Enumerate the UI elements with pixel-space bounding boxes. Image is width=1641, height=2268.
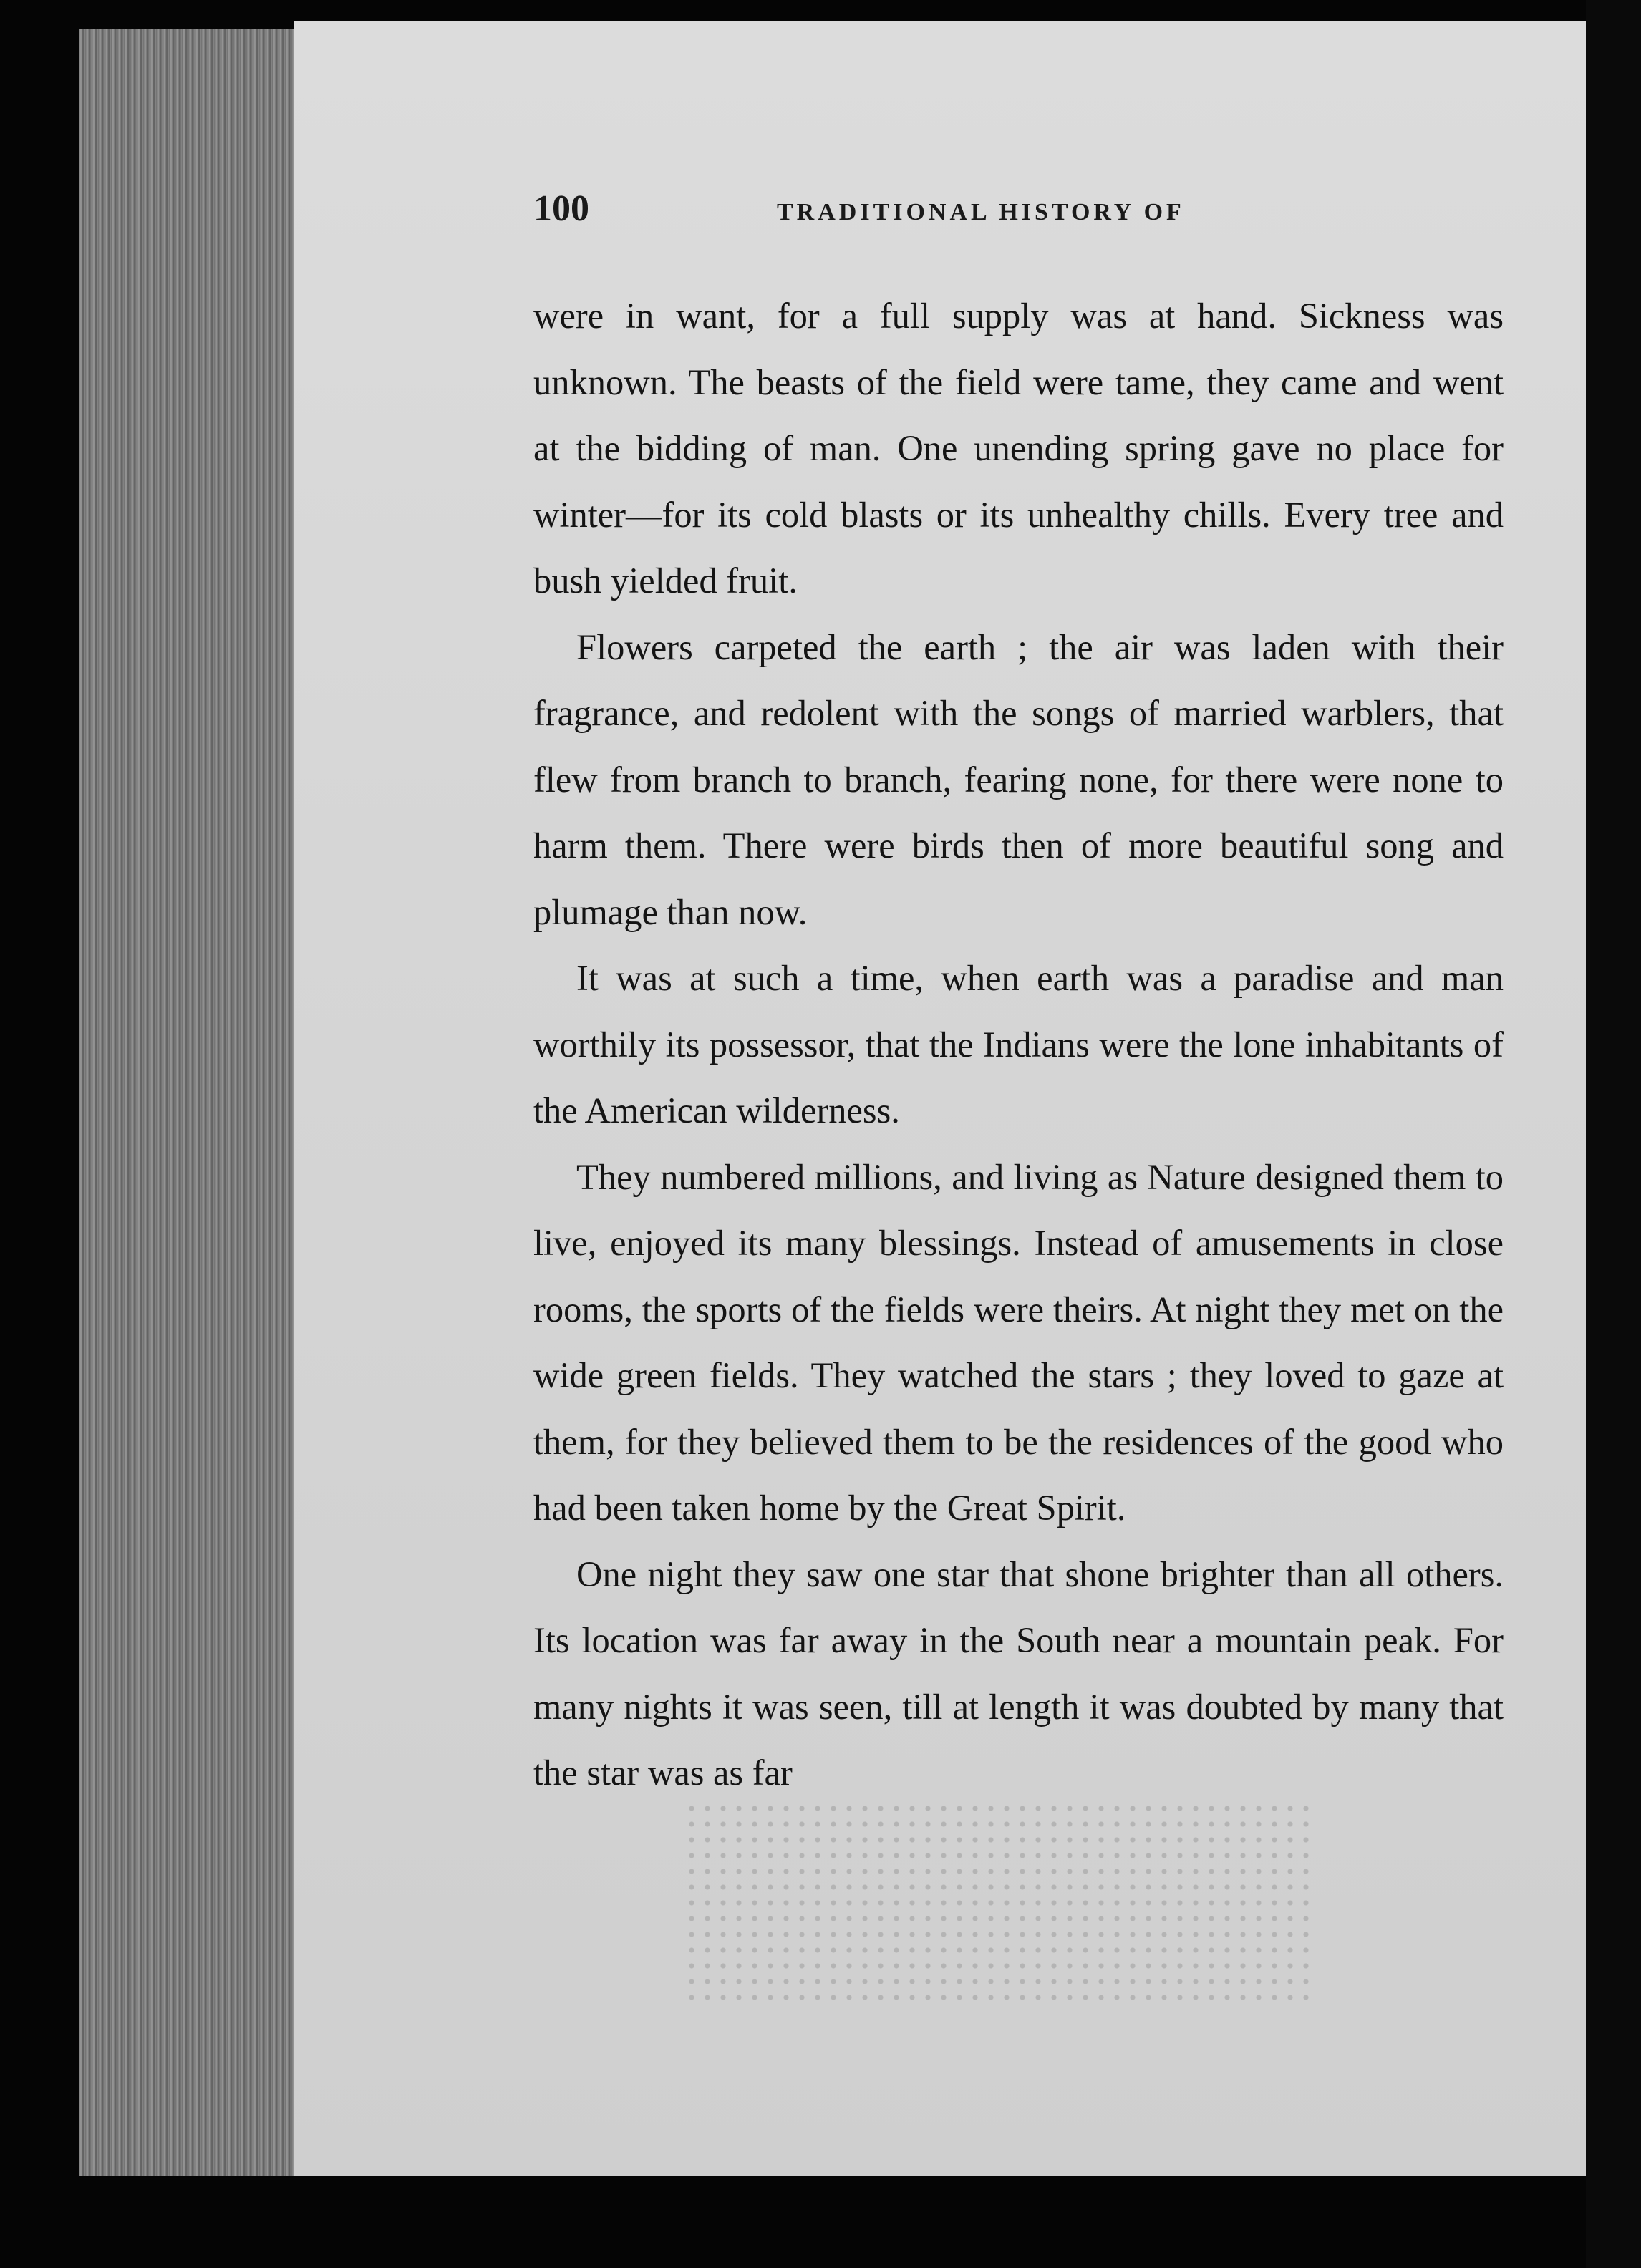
paragraph: One night they saw one star that shone brighter than all others. Its location was far away in the South near a mountain peak. For many nights it was seen, till at length it was doubted by many that the star was as far: [533, 1554, 1504, 1793]
body-text: [533, 283, 1504, 1806]
page-number: 100: [533, 188, 589, 229]
paragraph: It was at such a time, when earth was a paradise and man worthily its possessor, that the Indians were the lone inhabitants of the American wilderness.: [533, 958, 1504, 1130]
paragraph: They numbered millions, and living as Nature designed them to live, enjoyed its many blessings. Instead of amusements in close rooms, the sports of the fields were theirs. At night they met on the wide green fields. They watched the stars ; they loved to gaze at them, for they believed them to be the residences of the good who had been taken home by the Great Spirit.: [533, 1156, 1504, 1528]
running-head: [533, 188, 1507, 238]
running-title: TRADITIONAL HISTORY OF: [777, 199, 1185, 226]
perforated-stamp: [684, 1801, 1314, 2008]
scan-border: [1586, 0, 1641, 2268]
paragraph: Flowers carpeted the earth ; the air was laden with their fragrance, and redolent with the songs of married warblers, that flew from branch to branch, fearing none, for there were none to harm them. There were birds then of more beautiful song and plumage than now.: [533, 626, 1504, 932]
page-edges: [79, 29, 301, 2176]
paragraph: were in want, for a full supply was at hand. Sickness was unknown. The beasts of the field were tame, they came and went at the bidding of man. One unending spring gave no place for winter—for its cold blasts or its unhealthy chills. Every tree and bush yielded fruit.: [533, 296, 1504, 601]
